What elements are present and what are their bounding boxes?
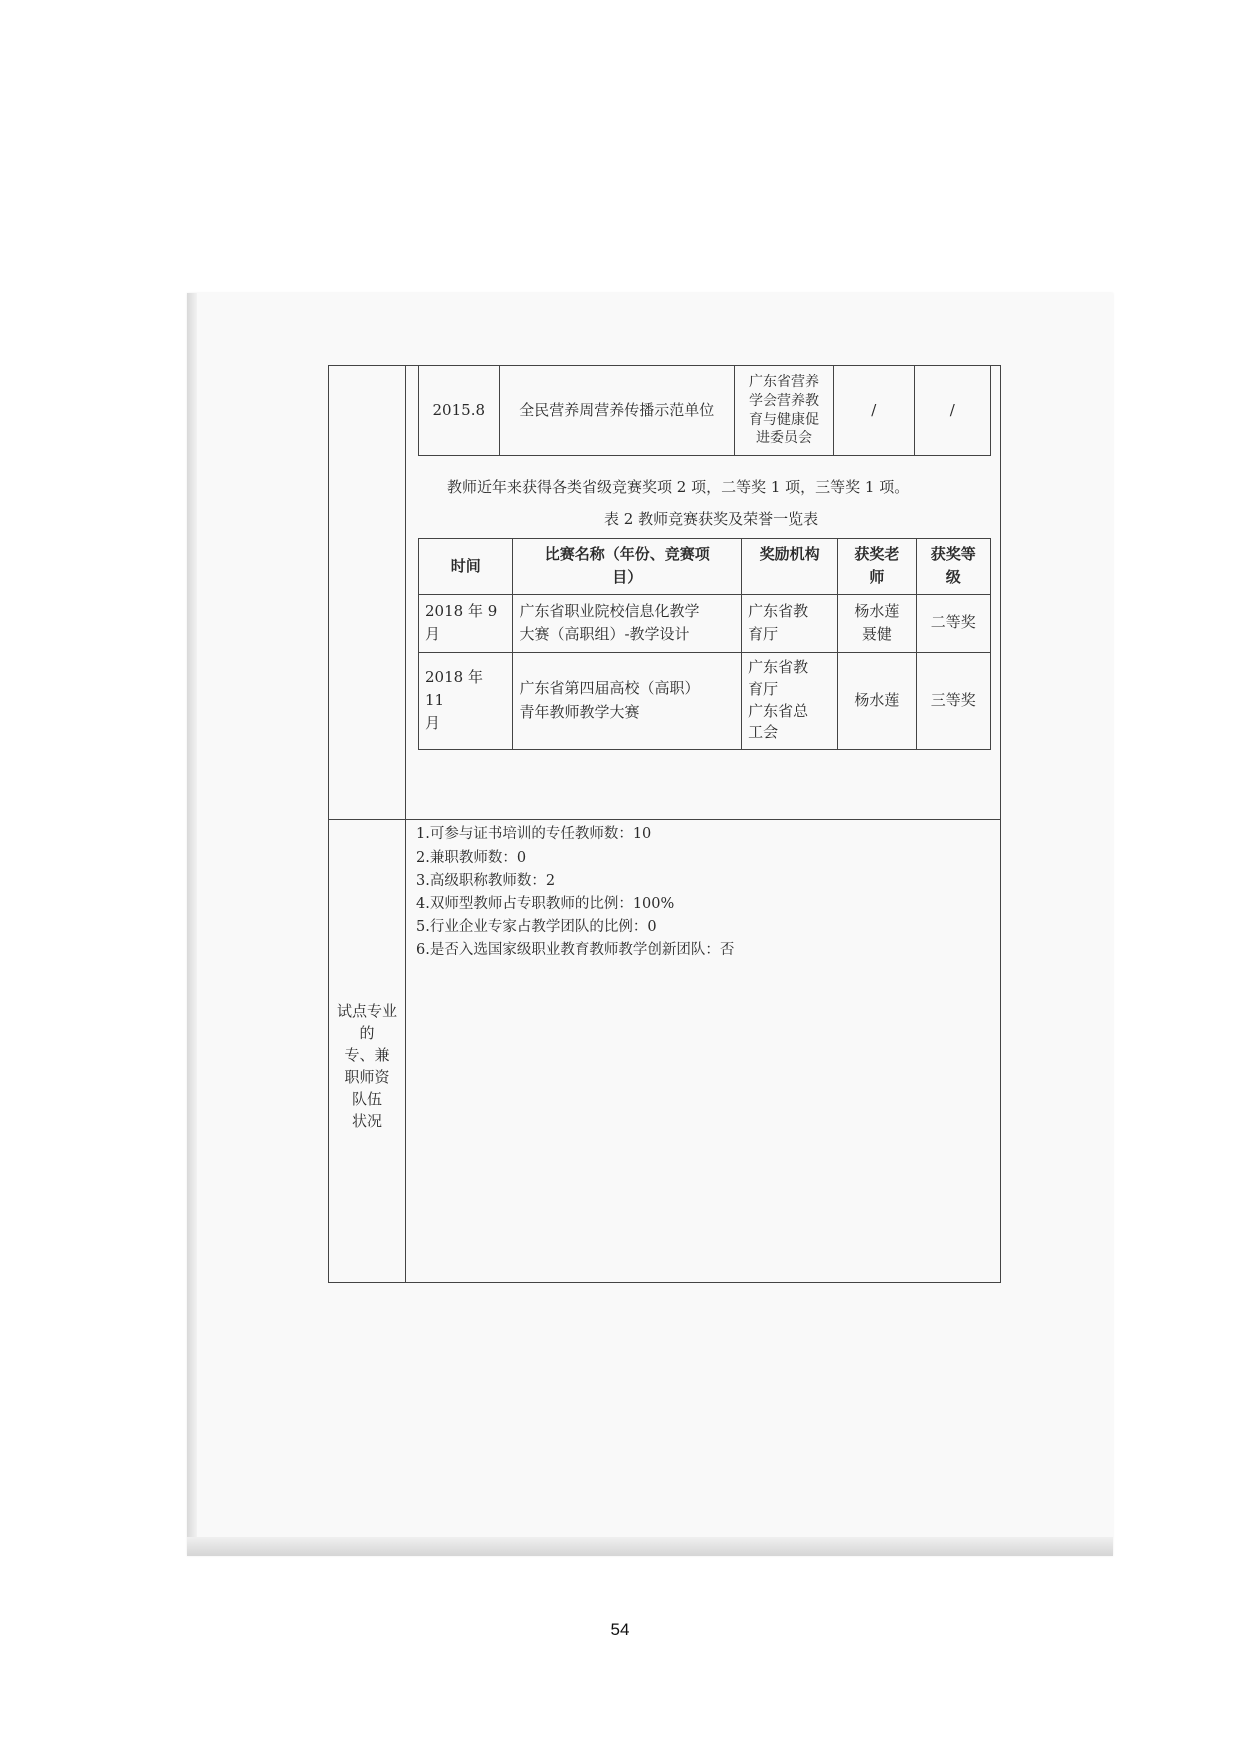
cell-org-line: 育厅: [748, 625, 779, 643]
cell-name-line: 大赛（高职组）-教学设计: [519, 625, 690, 643]
cell-org-line: 广东省教: [748, 601, 809, 620]
cell-org-line: 广东省教: [748, 658, 809, 676]
cell-time-line: 2018 年 9: [425, 601, 498, 620]
cell-teacher-line: 聂健: [861, 625, 892, 643]
summary-text: 教师近年来获得各类省级竞赛奖项 2 项，二等奖 1 项，三等奖 1 项。: [447, 478, 910, 496]
cell-name-line: 青年教师教学大赛: [519, 702, 640, 721]
col-header-level-line: 级: [945, 568, 961, 587]
award-table: [418, 538, 991, 750]
faculty-label-line: 试点专业: [336, 1002, 397, 1020]
col-header-teacher: [838, 539, 916, 595]
cell-teacher: [838, 594, 916, 652]
cell-level: 二等奖: [916, 594, 990, 652]
honor-org-line: 进委员会: [756, 430, 812, 447]
cell-teacher-line: 杨水莲: [854, 601, 900, 620]
col-header-name-line: 目）: [612, 568, 643, 587]
honor-org: [735, 366, 834, 456]
faculty-label-line: 队伍: [351, 1090, 382, 1108]
cell-org-line: 工会: [748, 723, 779, 742]
honor-org-line: 广东省营养: [749, 373, 819, 390]
honor-time: 2015.8: [419, 366, 500, 456]
cell-level: 三等奖: [916, 652, 990, 749]
form-label-column-divider: [405, 365, 406, 1283]
faculty-label-line: 的: [359, 1024, 375, 1042]
scan-left-edge: [187, 293, 197, 1556]
cell-org: [742, 652, 838, 749]
cell-name: [513, 652, 742, 749]
honor-name: 全民营养周营养传播示范单位: [499, 366, 735, 456]
table-header-row: [419, 539, 991, 595]
cell-org-line: 育厅: [748, 679, 779, 698]
honor-col4: /: [833, 366, 914, 456]
honor-table: [418, 365, 991, 456]
cell-time: [419, 652, 513, 749]
cell-time-line: 2018 年 11: [425, 667, 483, 709]
table-row: [419, 652, 991, 749]
cell-time-line: 月: [425, 625, 441, 643]
cell-name-line: 广东省第四届高校（高职）: [519, 679, 700, 698]
faculty-label-line: 职师资: [344, 1068, 390, 1086]
col-header-org: 奖励机构: [742, 539, 838, 595]
faculty-label-line: 状况: [351, 1112, 382, 1130]
page-number: 54: [610, 1620, 630, 1639]
cell-name-line: 广东省职业院校信息化教学: [519, 601, 700, 620]
honor-org-line: 育与健康促: [749, 411, 819, 428]
cell-time-line: 月: [425, 714, 441, 733]
form-section-divider: [328, 819, 1001, 820]
table-row: [419, 366, 991, 456]
cell-time: [419, 594, 513, 652]
cell-org: [742, 594, 838, 652]
cell-org-line: 广东省总: [748, 701, 809, 720]
faculty-label-line: 专、兼: [344, 1046, 390, 1064]
faculty-item: 2.兼职教师数：0: [416, 850, 527, 866]
cell-teacher: 杨水莲: [838, 652, 916, 749]
col-header-name: [513, 539, 742, 595]
honor-org-line: 学会营养教: [749, 392, 819, 409]
col-header-level: [916, 539, 990, 595]
col-header-teacher-line: 获奖老: [854, 545, 900, 563]
faculty-section-label: [329, 1000, 405, 1132]
table-row: [419, 594, 991, 652]
faculty-item: 4.双师型教师占专职教师的比例：100%: [416, 896, 675, 912]
col-header-name-line: 比赛名称（年份、竞赛项: [544, 545, 710, 563]
faculty-item: 5.行业企业专家占教学团队的比例：0: [416, 919, 657, 935]
scan-bottom-edge: [187, 1537, 1113, 1556]
col-header-level-line: 获奖等: [930, 545, 976, 563]
col-header-teacher-line: 师: [869, 568, 885, 587]
col-header-time: 时间: [419, 539, 513, 595]
table-caption: 表 2 教师竞赛获奖及荣誉一览表: [604, 510, 819, 528]
faculty-item: 6.是否入选国家级职业教育教师教学创新团队：否: [416, 942, 735, 958]
honor-col5: /: [914, 366, 991, 456]
cell-name: [513, 594, 742, 652]
faculty-item: 1.可参与证书培训的专任教师数：10: [416, 826, 652, 842]
faculty-item: 3.高级职称教师数：2: [416, 873, 556, 889]
